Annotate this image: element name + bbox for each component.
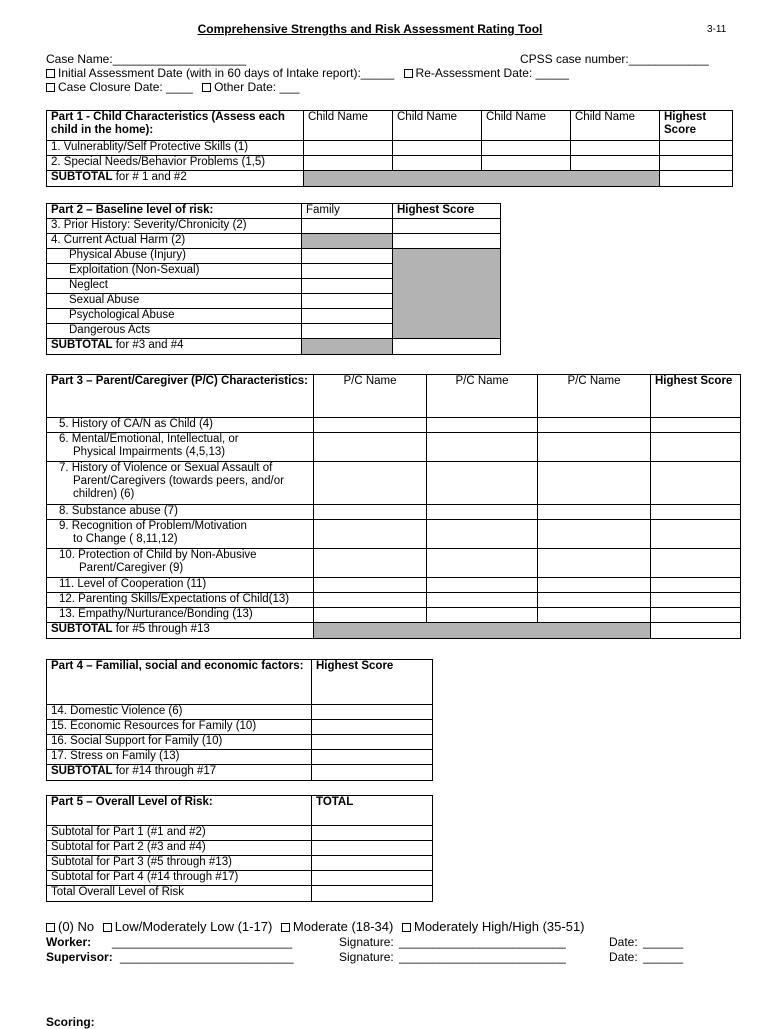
score-cell[interactable] — [314, 520, 427, 549]
scoring-label: Scoring: — [46, 1015, 95, 1029]
part3-heading: Part 3 – Parent/Caregiver (P/C) Characteristics: — [47, 375, 314, 418]
worker-label: Worker: — [46, 935, 92, 949]
part4-row-label: 17. Stress on Family (13) — [47, 750, 312, 765]
worker-date-label: Date: — [609, 935, 638, 949]
score-cell[interactable] — [314, 462, 427, 505]
score-cell[interactable] — [427, 462, 538, 505]
highest-score-col: Highest Score — [651, 375, 741, 418]
score-cell[interactable] — [660, 141, 733, 156]
cpss-case-number-field[interactable]: CPSS case number:____________ — [520, 52, 709, 66]
score-cell[interactable] — [302, 309, 393, 324]
initial-assessment-checkbox[interactable] — [46, 69, 55, 78]
part5-row-label: Subtotal for Part 1 (#1 and #2) — [47, 826, 312, 841]
shaded-cell — [393, 249, 501, 339]
family-col: Family — [302, 204, 393, 219]
child-name-col: Child Name — [304, 111, 393, 141]
score-cell[interactable] — [538, 593, 651, 608]
shaded-cell — [302, 339, 393, 355]
reassessment-label: Re-Assessment Date: _____ — [415, 66, 569, 80]
score-cell[interactable] — [651, 593, 741, 608]
part3-row-label: 5. History of CA/N as Child (4) — [47, 418, 314, 433]
part4-row-label: 16. Social Support for Family (10) — [47, 735, 312, 750]
score-cell[interactable] — [427, 549, 538, 578]
supervisor-signature-line[interactable]: _________________________ — [399, 950, 566, 964]
score-cell[interactable] — [482, 141, 571, 156]
score-cell[interactable] — [312, 826, 433, 841]
part3-row-label: 6. Mental/Emotional, Intellectual, or Physical Impairments (4,5,13) — [47, 433, 314, 462]
risk-low-label: Low/Moderately Low (1-17) — [114, 919, 273, 934]
shaded-cell — [314, 623, 651, 639]
score-cell[interactable] — [312, 750, 433, 765]
shaded-cell — [304, 171, 660, 187]
score-cell[interactable] — [538, 520, 651, 549]
initial-assessment-row — [46, 66, 569, 81]
part3-row-label: 11. Level of Cooperation (11) — [47, 578, 314, 593]
score-cell[interactable] — [651, 608, 741, 623]
page-number: 3-11 — [707, 24, 727, 35]
supervisor-signature-label: Signature: — [339, 950, 394, 964]
part2-row-label: 4. Current Actual Harm (2) — [47, 234, 302, 249]
score-cell[interactable] — [302, 279, 393, 294]
part2-row-label: 3. Prior History: Severity/Chronicity (2) — [47, 219, 302, 234]
risk-high-label: Moderately High/High (35-51) — [413, 919, 585, 934]
score-cell[interactable] — [427, 578, 538, 593]
form-title: Comprehensive Strengths and Risk Assessment Rating Tool — [197, 22, 543, 36]
score-cell[interactable] — [312, 871, 433, 886]
worker-name-line[interactable]: ___________________________ — [112, 935, 293, 949]
part2-table — [46, 203, 501, 355]
risk-low-checkbox[interactable] — [103, 923, 112, 932]
score-cell[interactable] — [427, 418, 538, 433]
score-cell[interactable] — [538, 433, 651, 462]
score-cell[interactable] — [538, 505, 651, 520]
subtotal-cell[interactable] — [660, 171, 733, 187]
child-name-col: Child Name — [482, 111, 571, 141]
harm-type-label: Neglect — [47, 279, 302, 294]
part2-subtotal-label: SUBTOTAL for #3 and #4 — [47, 339, 302, 355]
part5-heading: Part 5 – Overall Level of Risk: — [47, 796, 312, 826]
highest-score-col: Highest Score — [393, 204, 501, 219]
supervisor-name-line[interactable]: __________________________ — [120, 950, 294, 964]
worker-date-line[interactable]: ______ — [643, 935, 684, 949]
case-name-field[interactable]: Case Name:____________________ — [46, 52, 247, 66]
part5-row-label: Subtotal for Part 4 (#14 through #17) — [47, 871, 312, 886]
score-cell[interactable] — [538, 418, 651, 433]
score-cell[interactable] — [482, 156, 571, 171]
score-cell[interactable] — [393, 141, 482, 156]
risk-no-label: (0) No — [58, 919, 95, 934]
score-cell[interactable] — [312, 856, 433, 871]
score-cell[interactable] — [571, 141, 660, 156]
score-cell[interactable] — [314, 593, 427, 608]
part1-subtotal-label: SUBTOTAL for # 1 and #2 — [47, 171, 304, 187]
part4-row-label: 15. Economic Resources for Family (10) — [47, 720, 312, 735]
score-cell[interactable] — [304, 141, 393, 156]
part4-row-label: 14. Domestic Violence (6) — [47, 705, 312, 720]
pc-name-col: P/C Name — [538, 375, 651, 418]
score-cell[interactable] — [651, 549, 741, 578]
score-cell[interactable] — [304, 156, 393, 171]
part5-table — [46, 795, 433, 902]
initial-assessment-label: Initial Assessment Date (with in 60 days of Intake report):_____ — [58, 66, 395, 80]
supervisor-date-line[interactable]: ______ — [643, 950, 684, 964]
score-cell[interactable] — [314, 505, 427, 520]
score-cell[interactable] — [427, 593, 538, 608]
subtotal-cell[interactable] — [393, 339, 501, 355]
part3-row-label: 13. Empathy/Nurturance/Bonding (13) — [47, 608, 314, 623]
score-cell[interactable] — [651, 418, 741, 433]
part5-row-label: Subtotal for Part 2 (#3 and #4) — [47, 841, 312, 856]
score-cell[interactable] — [651, 578, 741, 593]
part4-subtotal-label: SUBTOTAL for #14 through #17 — [47, 765, 312, 781]
risk-moderate-label: Moderate (18-34) — [292, 919, 394, 934]
pc-name-col: P/C Name — [314, 375, 427, 418]
score-cell[interactable] — [302, 294, 393, 309]
shaded-cell — [302, 234, 393, 249]
part5-row-label: Subtotal for Part 3 (#5 through #13) — [47, 856, 312, 871]
score-cell[interactable] — [538, 462, 651, 505]
risk-no-checkbox[interactable] — [46, 923, 55, 932]
risk-level-row — [46, 920, 585, 934]
worker-signature-line[interactable]: _________________________ — [399, 935, 566, 949]
case-closure-checkbox[interactable] — [46, 83, 55, 92]
score-cell[interactable] — [314, 433, 427, 462]
score-cell[interactable] — [651, 505, 741, 520]
score-cell[interactable] — [302, 249, 393, 264]
harm-type-label: Exploitation (Non-Sexual) — [47, 264, 302, 279]
harm-type-label: Dangerous Acts — [47, 324, 302, 339]
score-cell[interactable] — [427, 608, 538, 623]
part1-row-label: 1. Vulnerablity/Self Protective Skills (1) — [47, 141, 304, 156]
part4-table — [46, 659, 433, 781]
worker-signature-label: Signature: — [339, 935, 394, 949]
score-cell[interactable] — [538, 549, 651, 578]
subtotal-cell[interactable] — [651, 623, 741, 639]
part1-row-label: 2. Special Needs/Behavior Problems (1,5) — [47, 156, 304, 171]
score-cell[interactable] — [393, 156, 482, 171]
score-cell[interactable] — [302, 219, 393, 234]
supervisor-date-label: Date: — [609, 950, 638, 964]
score-cell[interactable] — [538, 578, 651, 593]
score-cell[interactable] — [314, 608, 427, 623]
score-cell[interactable] — [651, 433, 741, 462]
score-cell[interactable] — [314, 578, 427, 593]
score-cell[interactable] — [538, 608, 651, 623]
reassessment-checkbox[interactable] — [404, 69, 413, 78]
part3-row-label: 10. Protection of Child by Non-Abusive Parent/Caregiver (9) — [47, 549, 314, 578]
total-col: TOTAL — [312, 796, 433, 826]
part3-row-label: 12. Parenting Skills/Expectations of Child(13) — [47, 593, 314, 608]
part3-row-label: 8. Substance abuse (7) — [47, 505, 314, 520]
score-cell[interactable] — [393, 219, 501, 234]
total-cell[interactable] — [312, 886, 433, 902]
score-cell[interactable] — [393, 234, 501, 249]
pc-name-col: P/C Name — [427, 375, 538, 418]
score-cell[interactable] — [312, 735, 433, 750]
part2-heading: Part 2 – Baseline level of risk: — [47, 204, 302, 219]
score-cell[interactable] — [651, 520, 741, 549]
risk-high-checkbox[interactable] — [402, 923, 411, 932]
part3-row-label: 7. History of Violence or Sexual Assault of Parent/Caregivers (towards peers, and/or children) (6) — [47, 462, 314, 505]
part5-row-label: Total Overall Level of Risk — [47, 886, 312, 902]
highest-score-col: Highest Score — [660, 111, 733, 141]
other-date-label: Other Date: ___ — [214, 80, 300, 94]
part3-row-label: 9. Recognition of Problem/Motivation to Change ( 8,11,12) — [47, 520, 314, 549]
harm-type-label: Physical Abuse (Injury) — [47, 249, 302, 264]
other-date-checkbox[interactable] — [202, 83, 211, 92]
score-cell[interactable] — [312, 705, 433, 720]
harm-type-label: Psychological Abuse — [47, 309, 302, 324]
score-cell[interactable] — [427, 505, 538, 520]
closure-row — [46, 80, 299, 95]
risk-moderate-checkbox[interactable] — [281, 923, 290, 932]
score-cell[interactable] — [302, 264, 393, 279]
part1-heading: Part 1 - Child Characteristics (Assess each child in the home): — [47, 111, 304, 141]
child-name-col: Child Name — [571, 111, 660, 141]
score-cell[interactable] — [571, 156, 660, 171]
part3-subtotal-label: SUBTOTAL for #5 through #13 — [47, 623, 314, 639]
score-cell[interactable] — [302, 324, 393, 339]
score-cell[interactable] — [314, 549, 427, 578]
score-cell[interactable] — [427, 433, 538, 462]
highest-score-col: Highest Score — [312, 660, 433, 705]
case-closure-label: Case Closure Date: ____ — [58, 80, 193, 94]
score-cell[interactable] — [314, 418, 427, 433]
part1-table — [46, 110, 733, 187]
score-cell[interactable] — [660, 156, 733, 171]
score-cell[interactable] — [312, 720, 433, 735]
harm-type-label: Sexual Abuse — [47, 294, 302, 309]
child-name-col: Child Name — [393, 111, 482, 141]
part4-heading: Part 4 – Familial, social and economic factors: — [47, 660, 312, 705]
supervisor-label: Supervisor: — [46, 950, 113, 964]
subtotal-cell[interactable] — [312, 765, 433, 781]
score-cell[interactable] — [312, 841, 433, 856]
score-cell[interactable] — [651, 462, 741, 505]
score-cell[interactable] — [427, 520, 538, 549]
part3-table — [46, 374, 741, 639]
